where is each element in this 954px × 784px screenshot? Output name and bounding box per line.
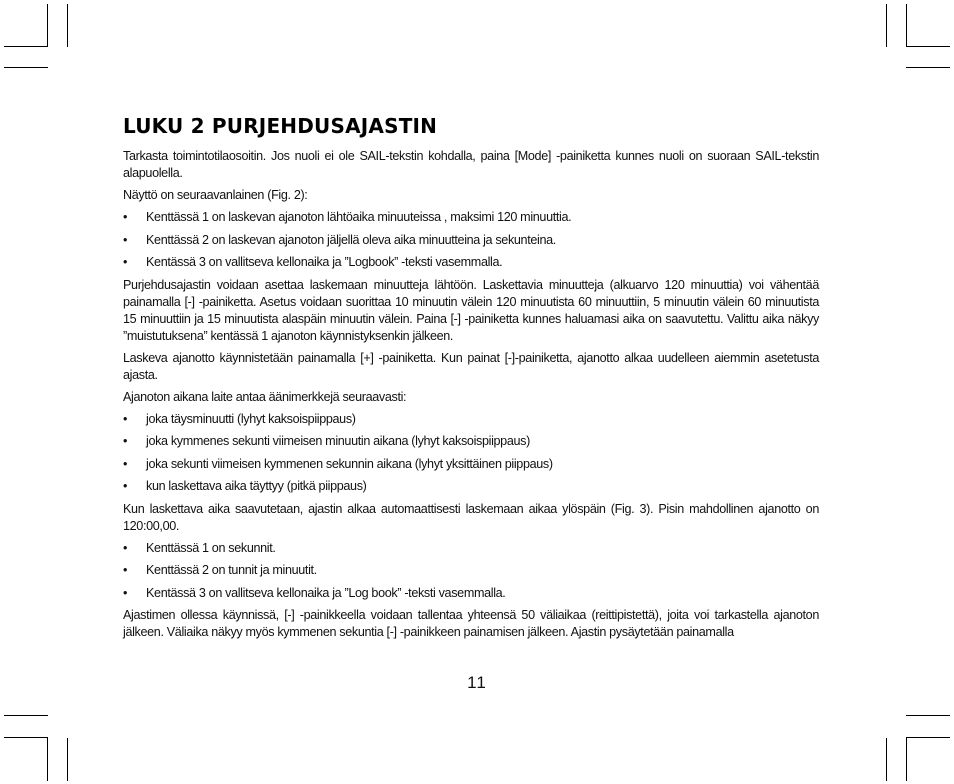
list-item: [123, 456, 819, 473]
paragraph: Purjehdusajastin voidaan asettaa laskemaan minuutteja lähtöön. Laskettavia minuutteja (alkuarvo 120 minuuttia) voi vähentää painamalla [-] -painiketta. Asetus voidaan suorittaa 10 minuutin välein 120 minuutista 60 minuuttiin, 5 minuutin välein 60 minuutista 15 minuuttiin ja 15 minuutista alaspäin minuutin välein. Paina [-] -painiketta kunnes haluamasi aika on saavutettu. Valittu aika näkyy ”muistutuksena” kentässä 1 ajanoton käynnistyksenkin jälkeen.: [123, 277, 819, 343]
list-item-text: Kenttässä 1 on laskevan ajanoton lähtöaika minuuteissa , maksimi 120 minuuttia.: [146, 210, 572, 224]
crop-mark: [906, 4, 907, 47]
crop-mark: [4, 737, 48, 738]
body-text: [123, 148, 819, 641]
paragraph: Kun laskettava aika saavutetaan, ajastin alkaa automaattisesti laskemaan aikaa ylöspäin (Fig. 3). Pisin mahdollinen ajanotto on 120:00,00.: [123, 501, 819, 533]
list-item-text: joka kymmenes sekunti viimeisen minuutin aikana (lyhyt kaksoispiippaus): [146, 434, 530, 448]
crop-mark: [906, 67, 950, 68]
list-item: [123, 562, 819, 579]
list-item: [123, 254, 819, 271]
bullet-icon: •: [123, 232, 128, 247]
crop-mark: [886, 738, 887, 781]
crop-mark: [906, 715, 950, 716]
list-item: [123, 585, 819, 602]
bullet-list: [123, 411, 819, 496]
paragraph: Tarkasta toimintotilaosoitin. Jos nuoli ei ole SAIL-tekstin kohdalla, paina [Mode] -painiketta kunnes nuoli on suoraan SAIL-tekstin alapuolella.: [123, 149, 819, 180]
bullet-icon: •: [123, 540, 128, 555]
list-item: [123, 411, 819, 428]
list-item-text: Kenttässä 2 on tunnit ja minuutit.: [146, 563, 317, 577]
list-item: [123, 478, 819, 495]
paragraph: Laskeva ajanotto käynnistetään painamalla [+] -painiketta. Kun painat [-]-painiketta, ajanotto alkaa uudelleen aiemmin asetetusta ajasta.: [123, 350, 819, 382]
bullet-icon: •: [123, 563, 128, 577]
crop-mark: [886, 4, 887, 47]
bullet-icon: •: [123, 210, 128, 224]
crop-mark: [906, 738, 907, 781]
list-item: [123, 232, 819, 249]
bullet-icon: •: [123, 411, 128, 426]
paragraph: Ajastimen ollessa käynnissä, [-] -painikkeella voidaan tallentaa yhteensä 50 väliaikaa (reittipistettä), joita voi tarkastella ajanoton jälkeen. Väliaika näkyy myös kymmenen sekuntia [-] -painikkeen painamisen jälkeen. Ajastin pysäytetään painamalla: [123, 608, 819, 639]
list-item: [123, 209, 819, 226]
list-item-text: joka täysminuutti (lyhyt kaksoispiippaus): [146, 411, 356, 426]
paragraph: Näyttö on seuraavanlainen (Fig. 2):: [123, 188, 308, 202]
crop-mark: [4, 715, 48, 716]
crop-mark: [47, 738, 48, 781]
crop-mark: [67, 738, 68, 781]
list-item: [123, 540, 819, 557]
bullet-icon: •: [123, 456, 128, 471]
page-title: LUKU 2 PURJEHDUSAJASTIN: [123, 114, 438, 138]
crop-mark: [906, 737, 950, 738]
bullet-icon: •: [123, 585, 128, 600]
crop-mark: [906, 46, 950, 47]
list-item-text: Kenttässä 1 on sekunnit.: [146, 540, 276, 555]
bullet-list: [123, 209, 819, 271]
page-number: 11: [467, 673, 487, 692]
list-item: [123, 433, 819, 450]
bullet-icon: •: [123, 479, 128, 493]
bullet-list: [123, 540, 819, 602]
list-item-text: Kenttässä 2 on laskevan ajanoton jäljellä oleva aika minuutteina ja sekunteina.: [146, 232, 556, 247]
bullet-icon: •: [123, 255, 128, 269]
page-content: [123, 114, 819, 646]
list-item-text: joka sekunti viimeisen kymmenen sekunnin aikana (lyhyt yksittäinen piippaus): [146, 456, 553, 471]
crop-mark: [4, 67, 48, 68]
list-item-text: Kentässä 3 on vallitseva kellonaika ja ”Log book” -teksti vasemmalla.: [146, 585, 506, 600]
crop-mark: [47, 4, 48, 47]
list-item-text: Kentässä 3 on vallitseva kellonaika ja ”Logbook” -teksti vasemmalla.: [146, 255, 503, 269]
list-item-text: kun laskettava aika täyttyy (pitkä piippaus): [146, 479, 367, 493]
crop-mark: [4, 46, 48, 47]
paragraph: Ajanoton aikana laite antaa äänimerkkejä seuraavasti:: [123, 389, 407, 404]
bullet-icon: •: [123, 434, 128, 448]
crop-mark: [67, 4, 68, 47]
